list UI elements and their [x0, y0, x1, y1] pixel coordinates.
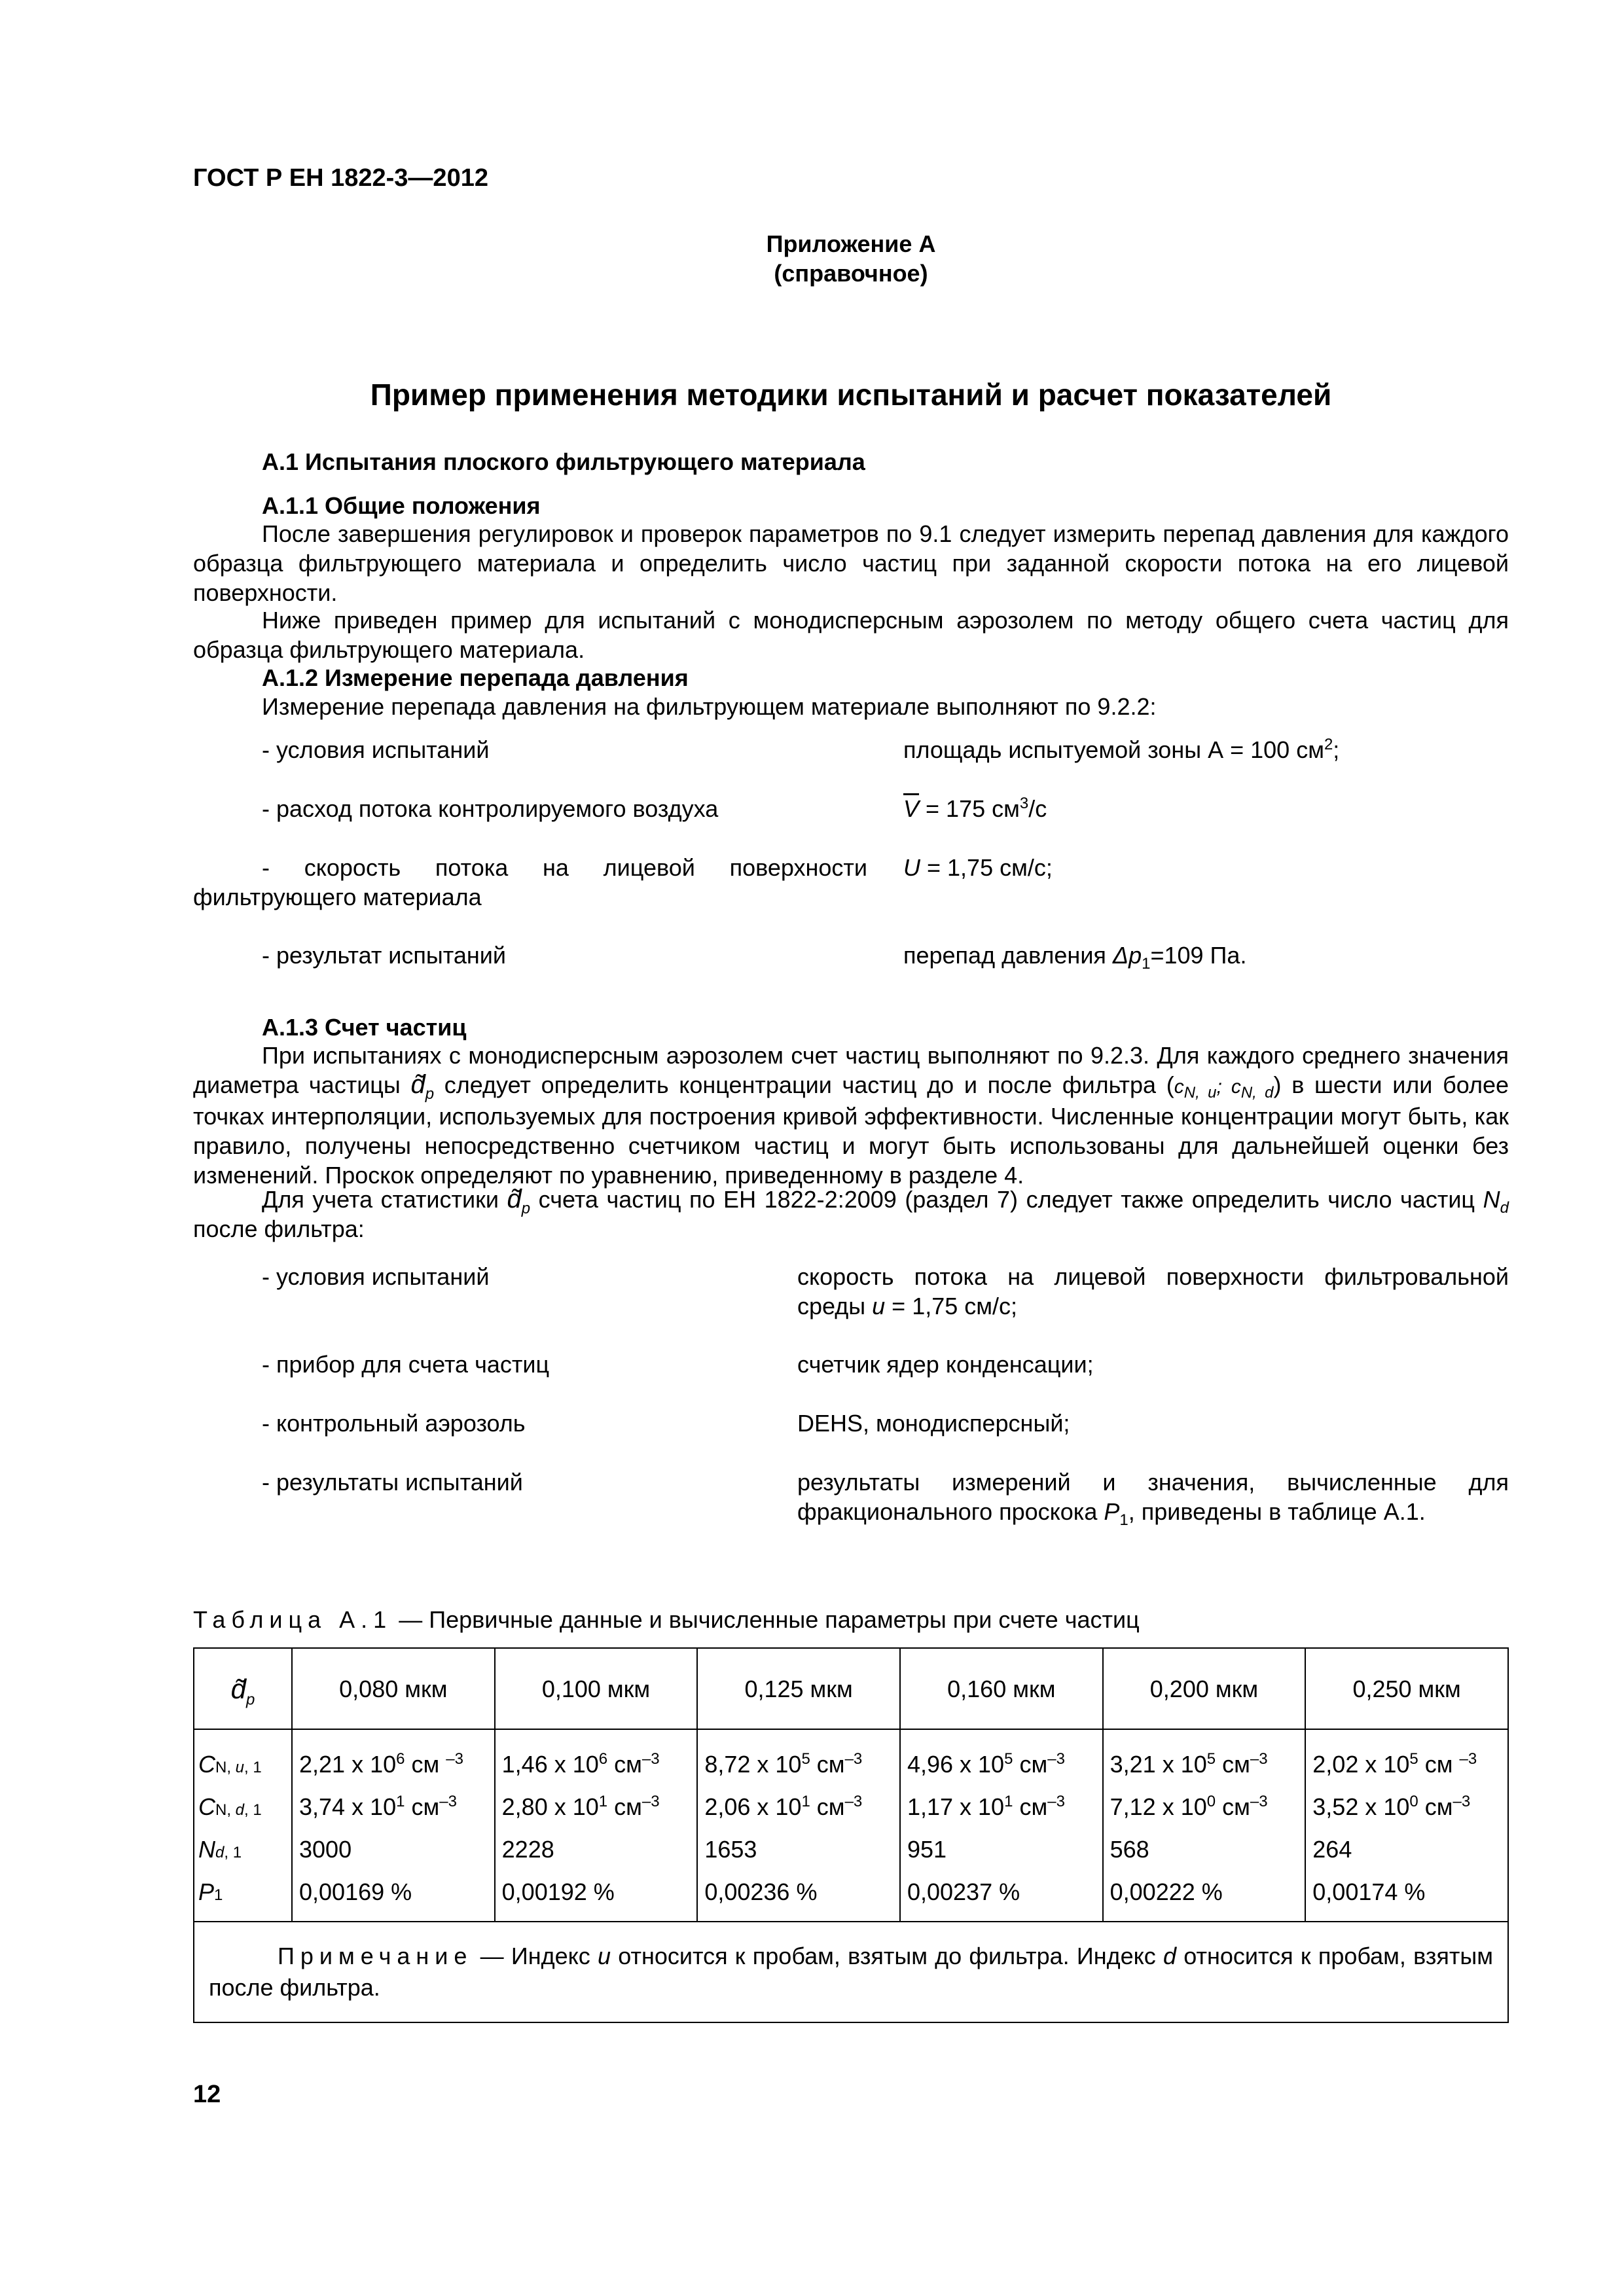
- column-header: 0,080 мкм: [292, 1648, 495, 1729]
- cnu-value: 2,21 х $10^6$ см $^{-3}$: [299, 1750, 463, 1778]
- section-a12-intro: Измерение перепада давления на фильтрующем материале выполняют по 9.2.2:: [262, 693, 1157, 720]
- a12-row-3-value: U = 1,75 см/с;: [903, 854, 1053, 881]
- p-value: 0,00236 %: [704, 1878, 818, 1905]
- section-a11-heading: А.1.1 Общие положения: [262, 492, 541, 519]
- a13-row-2-value: счетчик ядер конденсации;: [797, 1351, 1094, 1378]
- data-column: [900, 1729, 1103, 1922]
- cnu-value: 3,21 х $10^5$ $см^{-3}$: [1110, 1750, 1268, 1778]
- section-a11-paragraph-1: После завершения регулировок и проверок параметров по 9.1 следует измерить перепад давления для каждого образца фильтрующего материала и определить число частиц при заданной скорости потока на его лицевой поверхности.: [193, 520, 1509, 606]
- dp-symbol: $d̃_p$: [507, 1185, 531, 1217]
- section-a1-heading: А.1 Испытания плоского фильтрующего материала: [262, 448, 865, 475]
- dp-header-cell: $d̃_p$: [194, 1648, 292, 1729]
- table-caption: Таблица А.1 — Первичные данные и вычисленные параметры при счете частиц: [193, 1606, 1140, 1633]
- section-a13-paragraph-2: Для учета статистики $d̃_p$ счета частиц по ЕН 1822-2:2009 (раздел 7) следует также определить число частиц $N_d$ после фильтра:: [193, 1185, 1509, 1242]
- nd-value: 568: [1110, 1836, 1149, 1863]
- document-id: ГОСТ Р ЕН 1822-3—2012: [193, 164, 488, 192]
- data-column: [697, 1729, 900, 1922]
- a13-row-1-value: скорость потока на лицевой поверхности фильтровальной среды u = 1,75 см/с;: [797, 1263, 1509, 1319]
- a12-row-2-label: - расход потока контролируемого воздуха: [262, 795, 719, 822]
- a13-row-2-label: - прибор для счета частиц: [262, 1351, 550, 1378]
- a13-row-3-label: - контрольный аэрозоль: [262, 1410, 526, 1437]
- a12-row-4-value: перепад давления $\Delta p_1=109$ Па.: [903, 942, 1247, 973]
- appendix-type: (справочное): [774, 260, 928, 287]
- cnu-value: 1,46 х $10^6$ $см^{-3}$: [501, 1750, 660, 1778]
- a13-row-4-value: результаты измерений и значения, вычисленные для фракционального проскока $P_1$, приведены в таблице А.1.: [797, 1469, 1509, 1530]
- cnu-value: 8,72 х $10^5$ $см^{-3}$: [704, 1750, 863, 1778]
- table-note-row: [194, 1922, 1508, 2022]
- cnu-value: 4,96 х $10^5$ $см^{-3}$: [907, 1750, 1065, 1778]
- data-table: [193, 1647, 1509, 2023]
- data-column: [495, 1729, 698, 1922]
- appendix-label: Приложение А: [766, 230, 936, 257]
- a13-row-1-label: - условия испытаний: [262, 1263, 490, 1290]
- section-a11-paragraph-2: Ниже приведен пример для испытаний с монодисперсным аэрозолем по методу общего счета частиц для образца фильтрующего материала.: [193, 607, 1509, 663]
- p-value: 0,00237 %: [907, 1878, 1020, 1905]
- row-label-nd: Nd, 1: [198, 1836, 242, 1863]
- nd-value: 951: [907, 1836, 947, 1863]
- cnd-value: 7,12 х $10^0$ $см^{-3}$: [1110, 1793, 1268, 1820]
- row-label-p: P1: [198, 1878, 223, 1905]
- p-value: 0,00174 %: [1312, 1878, 1426, 1905]
- nd-value: 1653: [704, 1836, 757, 1863]
- p-value: 0,00192 %: [501, 1878, 615, 1905]
- a12-row-1-label: - условия испытаний: [262, 736, 490, 763]
- data-column: [1305, 1729, 1508, 1922]
- table-note: Примечание — Индекс u относится к пробам, взятым до фильтра. Индекс d относится к пробам, взятым после фильтра.: [194, 1922, 1508, 2022]
- nd-value: 2228: [501, 1836, 554, 1863]
- section-a12-heading: А.1.2 Измерение перепада давления: [262, 664, 689, 691]
- data-column: [292, 1729, 495, 1922]
- row-label-cnd: CN, d, 1: [198, 1793, 262, 1820]
- table-header-row: [194, 1648, 1508, 1729]
- cnd-value: 3,52 х $10^0$ $см^{-3}$: [1312, 1793, 1471, 1820]
- cnd-value: 3,74 х $10^1$ $см^{-3}$: [299, 1793, 457, 1820]
- a12-row-1-value: площадь испытуемой зоны А = 100 $см^2$;: [903, 736, 1340, 763]
- cnd-value: 1,17 х $10^1$ $см^{-3}$: [907, 1793, 1065, 1820]
- appendix-block: [655, 229, 1047, 288]
- a12-row-2-value: $\overline{V} = 175$ $см^3/с$: [903, 795, 1047, 822]
- column-header: 0,160 мкм: [900, 1648, 1103, 1729]
- a12-row-3-label: - скорость потока на лицевой поверхности фильтрующего материала: [193, 854, 867, 910]
- p-value: 0,00222 %: [1110, 1878, 1223, 1905]
- section-a13-heading: А.1.3 Счет частиц: [262, 1014, 467, 1041]
- column-header: 0,100 мкм: [495, 1648, 698, 1729]
- column-header: 0,200 мкм: [1103, 1648, 1306, 1729]
- row-labels-cell: [194, 1729, 292, 1922]
- nd-value: 3000: [299, 1836, 352, 1863]
- page-title: Пример применения методики испытаний и расчет показателей: [370, 378, 1332, 412]
- column-header: 0,250 мкм: [1305, 1648, 1508, 1729]
- cnd-value: 2,80 х $10^1$ $см^{-3}$: [501, 1793, 660, 1820]
- a13-row-4-label: - результаты испытаний: [262, 1469, 523, 1496]
- dp-symbol: $d̃_p$: [410, 1070, 435, 1103]
- nd-value: 264: [1312, 1836, 1352, 1863]
- data-column: [1103, 1729, 1306, 1922]
- a12-row-4-label: - результат испытаний: [262, 942, 506, 969]
- table-data-row: [194, 1729, 1508, 1922]
- cnd-value: 2,06 х $10^1$ $см^{-3}$: [704, 1793, 863, 1820]
- row-label-cnu: CN, u, 1: [198, 1751, 262, 1778]
- section-a13-paragraph-1: При испытаниях с монодисперсным аэрозолем счет частиц выполняют по 9.2.3. Для каждого среднего значения диаметра частицы $d̃_p$ следует определить концентрации частиц до и после фильтра ($c_{N, u}$; $c_{N, d}$) в шести или более точках интерполяции, используемых для построения кривой эффективности. Численные концентрации могут быть, как правило, получены непосредственно счетчиком частиц и могут быть использованы для дальнейшей оценки без изменений. Проскок определяют по уравнению, приведенному в разделе 4.: [193, 1042, 1509, 1189]
- p-value: 0,00169 %: [299, 1878, 412, 1905]
- column-header: 0,125 мкм: [697, 1648, 900, 1729]
- page-number: 12: [193, 2081, 221, 2108]
- cnu-value: 2,02 х $10^5$ см $^{-3}$: [1312, 1750, 1477, 1778]
- a13-row-3-value: DEHS, монодисперсный;: [797, 1410, 1070, 1437]
